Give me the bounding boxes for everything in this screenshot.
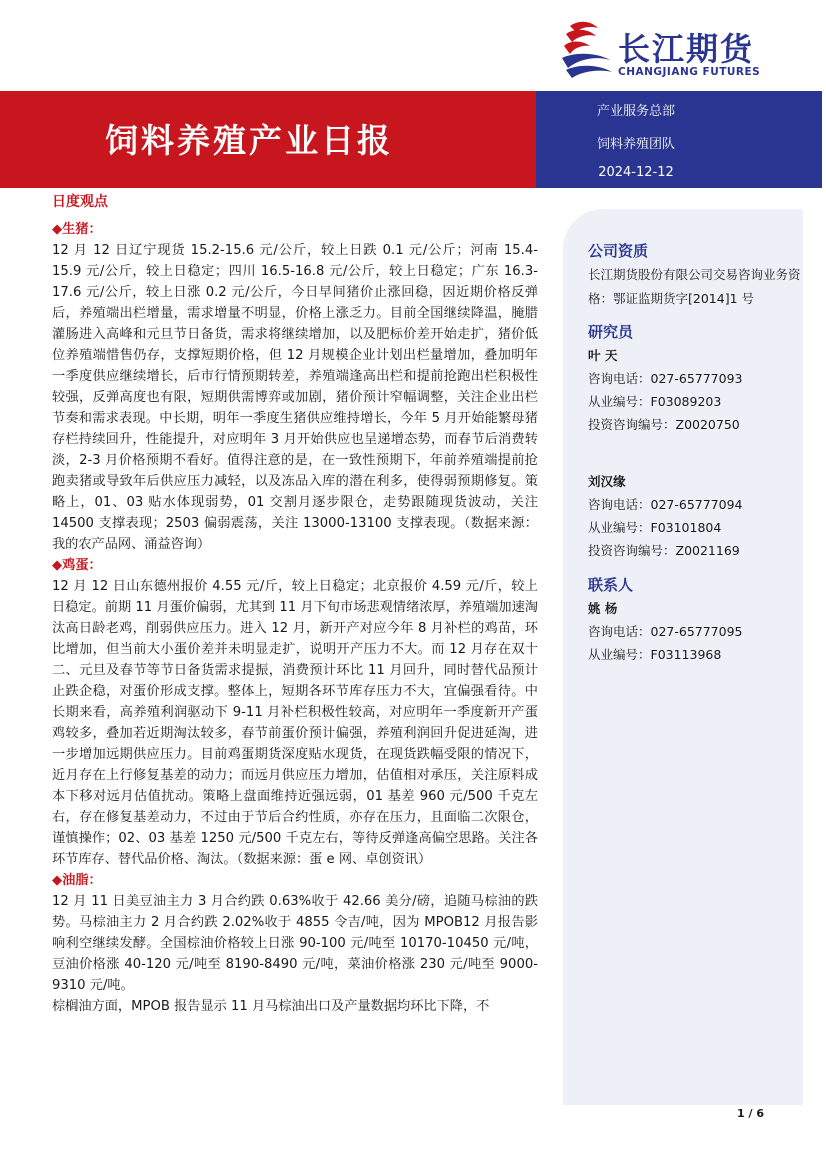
item-title: ◆鸡蛋： <box>52 558 102 573</box>
researcher-phone: 咨询电话：027-65777093 <box>588 371 743 386</box>
item-paragraph: 棕榈油方面，MPOB 报告显示 11 月马棕油出口及产量数据均环比下降，不 <box>52 999 490 1014</box>
item-title: ◆油脂： <box>52 873 102 888</box>
item-paragraph: 12 月 11 日美豆油主力 3 月合约跌 0.63%收于 42.66 美分/磅，追随马棕油的跌势。马棕油主力 2 月合约跌 2.02%收于 4855 令吉/吨，因为 MPOB12 月报告影响利空继续发酵。全国棕油价格较上日涨 90-100 元/吨至 10170-10450 元/吨，豆油价格涨 40-120 元/吨至 8190-8490 元/吨，菜油价格涨 230 元/吨至 9000-9310 元/吨。 <box>52 894 538 993</box>
item-hog <box>52 219 538 555</box>
researcher-license: 从业编号：F03101804 <box>588 520 722 535</box>
researcher-cert: 投资咨询编号：Z0020750 <box>588 417 740 432</box>
logo-english-name: CHANGJIANG FUTURES <box>618 66 761 78</box>
item-egg <box>52 555 538 870</box>
page-number: 1 / 6 <box>737 1107 764 1120</box>
sidebar <box>588 240 808 666</box>
company-logo <box>560 18 790 82</box>
researcher-card <box>588 344 808 436</box>
researcher-cert: 投资咨询编号：Z0021169 <box>588 543 740 558</box>
main-content <box>52 192 538 1017</box>
team-label: 饲料养殖团队 <box>596 137 675 152</box>
company-heading: 公司资质 <box>588 242 649 260</box>
department-label: 产业服务总部 <box>596 104 675 119</box>
researcher-card <box>588 470 808 562</box>
researcher-phone: 咨询电话：027-65777094 <box>588 497 743 512</box>
logo-chinese-name: 长江期货 <box>618 30 755 68</box>
header-info-box <box>536 91 822 188</box>
researcher-name: 叶 天 <box>588 348 618 363</box>
contact-name: 姚 杨 <box>588 601 618 616</box>
report-date: 2024-12-12 <box>598 165 674 180</box>
report-title: 饲料养殖产业日报 <box>105 121 393 160</box>
item-paragraph: 12 月 12 日山东德州报价 4.55 元/斤，较上日稳定；北京报价 4.59 元/斤，较上日稳定。前期 11 月蛋价偏弱，尤其到 11 月下旬市场悲观情绪浓厚，养殖端加速淘汰高日龄老鸡，削弱供应压力。进入 12 月，新开产对应今年 8 月补栏的鸡苗，环比增加，但当前大小蛋价差并未明显走扩，说明开产压力不大。而 12 月存在双十二、元旦及春节等节日备货需求提振，消费预计环比 11 月回升，同时替代品预计止跌企稳，对蛋价形成支撑。整体上，短期各环节库存压力不大，宜偏强看待。中长期来看，高养殖利润驱动下 9-11 月补栏积极性较高，对应明年一季度新开产蛋鸡较多，叠加若近期淘汰较多，春节前蛋价预计偏强，养殖利润回升促进延淘，进一步增加远期供应压力。目前鸡蛋期货深度贴水现货，在现货跌幅受限的情况下，近月存在上行修复基差的动力；而远月供应压力增加，估值相对承压，关注原料成本下移对远月估值扰动。策略上盘面维持近强远弱，01 基差 960 元/500 千克左右，存在修复基差动力，不过由于节后合约性质，亦存在压力，且面临二次限仓，谨慎操作；02、03 基差 1250 元/500 千克左右，等待反弹逢高偏空思路。关注各环节库存、替代品价格、淘汰。（数据来源：蛋 e 网、卓创资讯） <box>52 579 538 867</box>
contact-heading: 联系人 <box>588 576 634 594</box>
contact-phone: 咨询电话：027-65777095 <box>588 624 743 639</box>
researcher-heading: 研究员 <box>588 323 634 341</box>
researcher-license: 从业编号：F03089203 <box>588 394 722 409</box>
title-banner <box>0 91 536 188</box>
section-title: 日度观点 <box>52 194 108 210</box>
researcher-name: 刘汉缘 <box>588 474 626 489</box>
company-qualification: 长江期货股份有限公司交易咨询业务资格：鄂证监期货字[2014]1 号 <box>588 267 801 306</box>
item-oils <box>52 870 538 1017</box>
contact-license: 从业编号：F03113968 <box>588 647 722 662</box>
item-title: ◆生猪： <box>52 222 102 237</box>
changjiang-logo-icon <box>560 18 614 80</box>
item-paragraph: 12 月 12 日辽宁现货 15.2-15.6 元/公斤，较上日跌 0.1 元/公斤；河南 15.4-15.9 元/公斤，较上日稳定；四川 16.5-16.8 元/公斤，较上日稳定；广东 16.3-17.6 元/公斤，较上日涨 0.2 元/公斤，今日早间猪价止涨回稳，因近期价格反弹后，养殖端出栏增量，需求增量不明显，价格上涨乏力。目前全国继续降温，腌腊灌肠进入高峰和元旦节日备货，需求将继续增加，以及肥标价差开始走扩，猪价低位养殖端惜售仍存，支撑短期价格，但 12 月规模企业计划出栏量增加，叠加明年一季度供应继续增长，后市行情预期转差，养殖端逢高出栏和提前抢跑出栏积极性较强，反弹高度也有限，短期供需博弈或加剧，猪价预计窄幅调整，关注企业出栏节奏和需求表现。中长期，明年一季度生猪供应维持增长，今年 5 月开始能繁母猪存栏持续回升，性能提升，对应明年 3 月开始供应也呈递增态势，而春节后消费转淡，2-3 月价格预期不看好。值得注意的是，在一致性预期下，年前养殖端提前抢跑卖猪或导致年后供应压力减轻，以及冻品入库的潜在利多，使得弱预期修复。策略上，01、03 贴水体现弱势，01 交割月逐步限仓，走势跟随现货波动，关注 14500 支撑表现；2503 偏弱震荡，关注 13000-13100 支撑表现。（数据来源：我的农产品网、涌益咨询） <box>52 243 538 552</box>
